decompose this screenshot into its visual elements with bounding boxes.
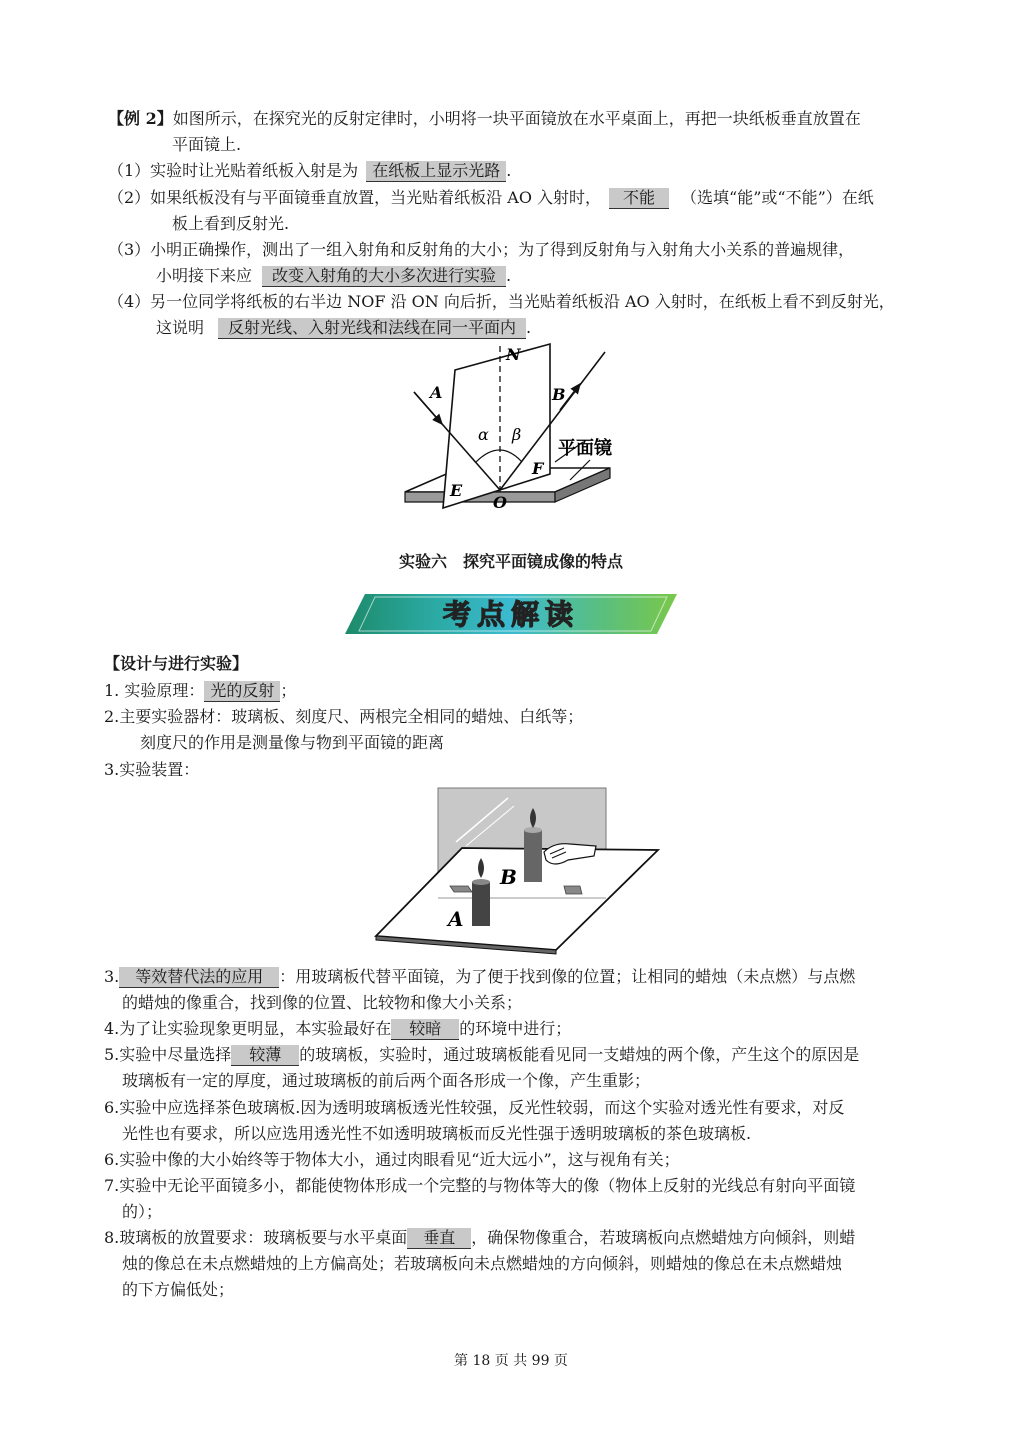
label-B: B (500, 865, 517, 889)
example-2-intro-line2: 平面镜上. (172, 135, 242, 154)
answer-blank: 改变入射角的大小多次进行实验 (262, 266, 506, 287)
question-3-line2 (156, 265, 511, 287)
item-3-line2: 的蜡烛的像重合，找到像的位置、比较物和像大小关系； (122, 993, 523, 1012)
question-text: 小明接下来应 (156, 266, 253, 285)
candle-a-top (472, 879, 490, 885)
answer-blank: 垂直 (407, 1228, 471, 1249)
item-text: 的环境中进行； (459, 1019, 572, 1038)
question-text: . (506, 161, 512, 180)
item-2: 2.主要实验器材：玻璃板、刻度尺、两根完全相同的蜡烛、白纸等； (104, 707, 584, 726)
item-text: 1. 实验原理： (104, 681, 205, 700)
candle-b (524, 830, 542, 882)
item-2-line2: 刻度尺的作用是测量像与物到平面镜的距离 (140, 733, 445, 752)
label-alpha: α (478, 425, 489, 444)
item-text: 的玻璃板，实验时，通过玻璃板能看见同一支蜡烛的两个像，产生这个的原因是 (299, 1045, 860, 1064)
answer-blank: 不能 (609, 188, 669, 209)
mirror-setup-figure (368, 786, 660, 956)
question-text: . (526, 318, 532, 337)
example-label: 【例 2】 (108, 109, 173, 128)
stand-right (564, 886, 582, 894)
label-O: O (493, 493, 507, 512)
label-A: A (430, 383, 443, 402)
item-5-line2: 玻璃板有一定的厚度，通过玻璃板的前后两个面各形成一个像，产生重影； (122, 1071, 651, 1090)
question-text: . (506, 266, 512, 285)
item-7: 7.实验中无论平面镜多小，都能使物体形成一个完整的与物体等大的像（物体上反射的光线总有射向平面镜 (104, 1176, 856, 1195)
answer-blank: 等效替代法的应用 (119, 967, 279, 988)
question-4-line2 (156, 317, 531, 339)
item-7-line2: 的）； (122, 1202, 163, 1221)
reflection-figure (400, 340, 630, 525)
white-paper (376, 848, 658, 950)
item-text: ； (280, 681, 297, 700)
question-2 (108, 187, 874, 209)
question-text: （2）如果纸板没有与平面镜垂直放置，当光贴着纸板沿 AO 入射时， (108, 188, 602, 207)
label-F: F (532, 459, 544, 478)
item-6b: 6.实验中像的大小始终等于物体大小，通过肉眼看见“近大远小”，这与视角有关； (104, 1150, 680, 1169)
item-text: 3. (104, 967, 120, 986)
item-4 (104, 1018, 571, 1040)
experiment-title: 实验六 探究平面镜成像的特点 (398, 552, 623, 571)
item-3-setup: 3.实验装置： (104, 760, 200, 779)
answer-blank: 反射光线、入射光线和法线在同一平面内 (218, 318, 526, 339)
question-2-line2: 板上看到反射光. (172, 214, 290, 233)
question-text: （选填“能”或“不能”）在纸 (681, 188, 874, 207)
item-3-method (104, 966, 855, 988)
question-4: （4）另一位同学将纸板的右半边 NOF 沿 ON 向后折，当光贴着纸板沿 AO 入射时，在纸板上看不到反射光， (108, 292, 895, 311)
question-text: 这说明 (156, 318, 205, 337)
intro-text: 如图所示，在探究光的反射定律时，小明将一块平面镜放在水平桌面上，再把一块纸板垂直放置在 (172, 109, 861, 128)
question-3: （3）小明正确操作，测出了一组入射角和反射角的大小；为了得到反射角与入射角大小关系的普遍规律， (108, 240, 855, 259)
label-beta: β (512, 425, 522, 444)
example-2-intro (108, 108, 861, 130)
label-N: N (506, 345, 521, 364)
item-text: 8.玻璃板的放置要求：玻璃板要与水平桌面 (104, 1228, 408, 1247)
candle-a (472, 882, 490, 926)
label-A: A (448, 907, 464, 931)
item-text: ：用玻璃板代替平面镜，为了便于找到像的位置；让相同的蜡烛（未点燃）与点燃 (279, 967, 856, 986)
answer-blank: 较薄 (231, 1045, 299, 1066)
item-text: 4.为了让实验现象更明显，本实验最好在 (104, 1019, 392, 1038)
design-heading: 【设计与进行实验】 (104, 654, 249, 673)
label-E: E (450, 481, 463, 500)
answer-blank: 光的反射 (204, 681, 280, 702)
banner-title: 考点解读 (442, 598, 580, 631)
question-text: （1）实验时让光贴着纸板入射是为 (108, 161, 359, 180)
label-B: B (552, 385, 566, 404)
section-banner (345, 594, 677, 634)
item-text: ，确保物像重合，若玻璃板向点燃蜡烛方向倾斜，则蜡 (471, 1228, 856, 1247)
item-5 (104, 1044, 859, 1066)
item-8 (104, 1227, 855, 1249)
item-1 (104, 680, 296, 702)
stand-left (450, 886, 472, 892)
answer-blank: 较暗 (391, 1019, 459, 1040)
label-mirror: 平面镜 (558, 438, 612, 459)
question-1 (108, 160, 511, 182)
item-8-line2: 烛的像总在未点燃蜡烛的上方偏高处；若玻璃板向未点燃蜡烛的方向倾斜，则蜡烛的像总在未点燃蜡烛 (122, 1254, 843, 1273)
answer-blank: 在纸板上显示光路 (366, 161, 506, 182)
item-8-line3: 的下方偏低处； (122, 1280, 235, 1299)
page-footer: 第 18 页 共 99 页 (454, 1353, 568, 1369)
item-6a-line2: 光性也有要求，所以应选用透光性不如透明玻璃板而反光性强于透明玻璃板的茶色玻璃板. (122, 1124, 752, 1143)
item-text: 5.实验中尽量选择 (104, 1045, 232, 1064)
item-6a: 6.实验中应选择茶色玻璃板.因为透明玻璃板透光性较强，反光性较弱，而这个实验对透光性有要求，对反 (104, 1098, 845, 1117)
